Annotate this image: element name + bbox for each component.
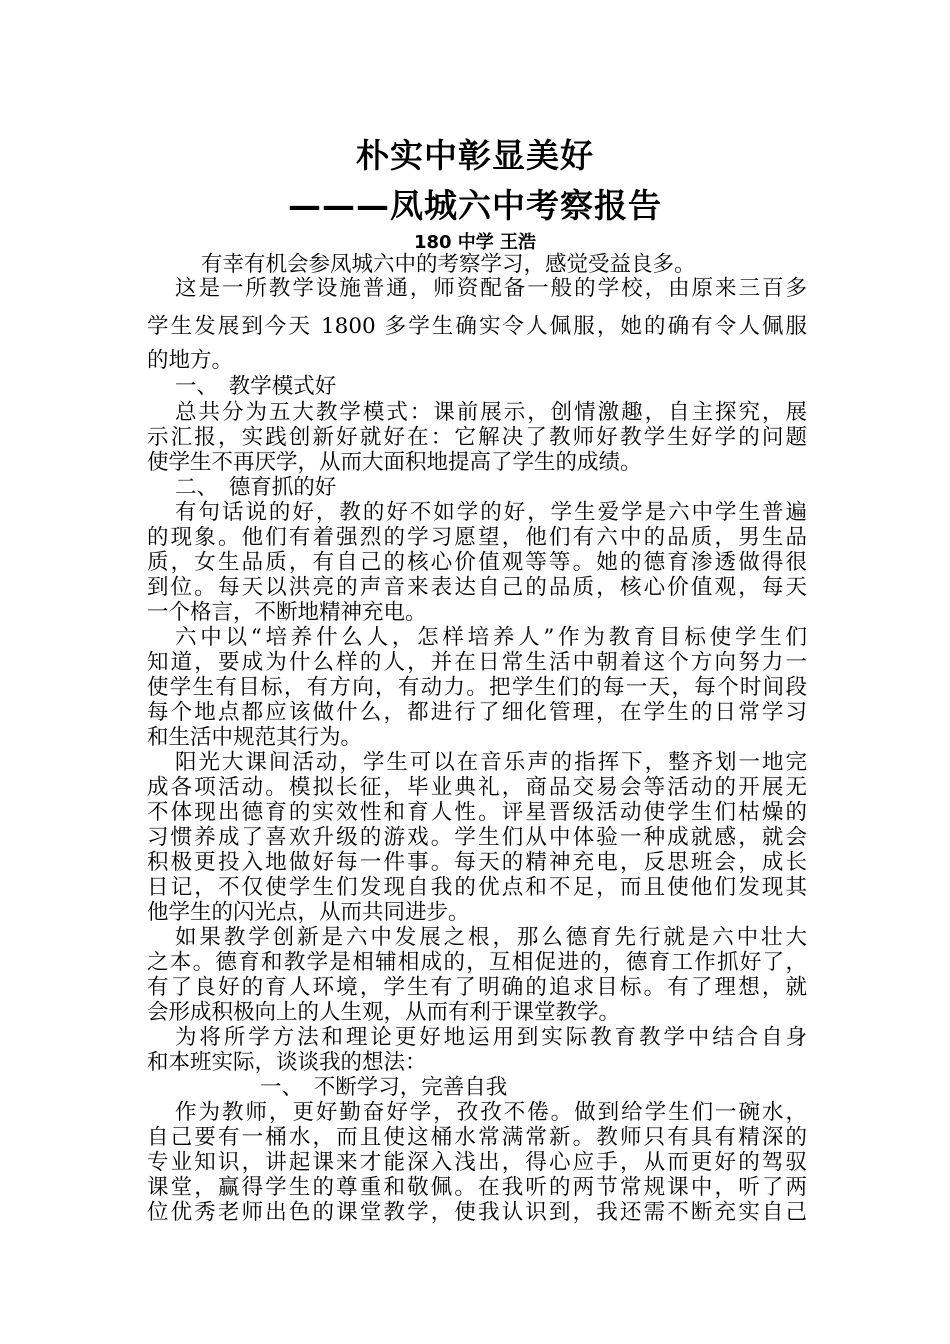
paragraph-line: 总共分为五大教学模式：课前展示，创情激趣，自主探究，展: [175, 400, 807, 425]
paragraph-line: 学生发展到今天 1800 多学生确实令人佩服，她的确有令人佩服: [147, 314, 807, 339]
section-heading: 一、 不断学习，完善自我: [260, 1075, 508, 1100]
paragraph-line: 示汇报，实践创新好就好在：它解决了教师好教学生好学的问题: [147, 425, 807, 450]
paragraph-line: 课堂，赢得学生的尊重和敬佩。在我听的两节常规课中，听了两: [147, 1175, 807, 1200]
page-title: 朴实中彰显美好: [356, 136, 594, 175]
paragraph-line: 有了良好的育人环境，学生有了明确的追求目标。有了理想，就: [147, 975, 807, 1000]
paragraph-line: 专业知识，讲起课来才能深入浅出，得心应手，从而更好的驾驭: [147, 1150, 807, 1175]
paragraph-line: 如果教学创新是六中发展之根，那么德育先行就是六中壮大: [175, 925, 807, 950]
paragraph-line: 不体现出德育的实效性和育人性。评星晋级活动使学生们枯燥的: [147, 800, 807, 825]
paragraph-line: 有幸有机会参凤城六中的考察学习，感觉受益良多。: [201, 252, 696, 277]
paragraph-line: 成各项活动。模拟长征，毕业典礼，商品交易会等活动的开展无: [147, 775, 807, 800]
paragraph-line: 的现象。他们有着强烈的学习愿望，他们有六中的品质，男生品: [147, 525, 807, 550]
paragraph-line: 和生活中规范其行为。: [147, 725, 363, 750]
author-line: 180 中学 王浩: [413, 232, 537, 253]
paragraph-line: 他学生的闪光点，从而共同进步。: [147, 900, 470, 925]
paragraph-line: 习惯养成了喜欢升级的游戏。学生们从中体验一种成就感，就会: [147, 825, 807, 850]
paragraph-line: 积极更投入地做好每一件事。每天的精神充电，反思班会，成长: [147, 850, 807, 875]
paragraph-line: 知道，要成为什么样的人，并在日常生活中朝着这个方向努力一: [147, 650, 807, 675]
section-heading: 一、 教学模式好: [175, 374, 337, 399]
paragraph-line: 有句话说的好，教的好不如学的好，学生爱学是六中学生普遍: [175, 500, 807, 525]
paragraph-line: 六中以“培养什么人，怎样培养人”作为教育目标使学生们: [175, 625, 807, 650]
paragraph-line: 的地方。: [147, 348, 234, 373]
paragraph-line: 使学生有目标，有方向，有动力。把学生们的每一天，每个时间段: [147, 675, 807, 700]
paragraph-line: 和本班实际，谈谈我的想法：: [147, 1050, 427, 1075]
paragraph-line: 自己要有一桶水，而且使这桶水常满常新。教师只有具有精深的: [147, 1125, 807, 1150]
paragraph-line: 为将所学方法和理论更好地运用到实际教育教学中结合自身: [175, 1025, 807, 1050]
paragraph-line: 到位。每天以洪亮的声音来表达自己的品质，核心价值观，每天: [147, 575, 807, 600]
paragraph-line: 位优秀老师出色的课堂教学，使我认识到，我还需不断充实自己: [147, 1200, 807, 1225]
paragraph-line: 作为教师，更好勤奋好学，孜孜不倦。做到给学生们一碗水，: [175, 1100, 807, 1125]
paragraph-line: 日记，不仅使学生们发现自我的优点和不足，而且使他们发现其: [147, 875, 807, 900]
paragraph-line: 阳光大课间活动，学生可以在音乐声的指挥下，整齐划一地完: [175, 750, 807, 775]
paragraph-line: 会形成积极向上的人生观，从而有利于课堂教学。: [147, 1000, 621, 1025]
paragraph-line: 之本。德育和教学是相辅相成的，互相促进的，德育工作抓好了，: [147, 950, 807, 975]
paragraph-line: 每个地点都应该做什么，都进行了细化管理，在学生的日常学习: [147, 700, 807, 725]
paragraph-line: 质，女生品质，有自己的核心价值观等等。她的德育渗透做得很: [147, 550, 807, 575]
paragraph-line: 一个格言，不断地精神充电。: [147, 600, 427, 625]
paragraph-line: 这是一所教学设施普通，师资配备一般的学校，由原来三百多: [175, 276, 807, 301]
section-heading: 二、 德育抓的好: [175, 475, 337, 500]
page-subtitle: ———凤城六中考察报告: [288, 186, 662, 225]
paragraph-line: 使学生不再厌学，从而大面积地提高了学生的成绩。: [147, 450, 642, 475]
